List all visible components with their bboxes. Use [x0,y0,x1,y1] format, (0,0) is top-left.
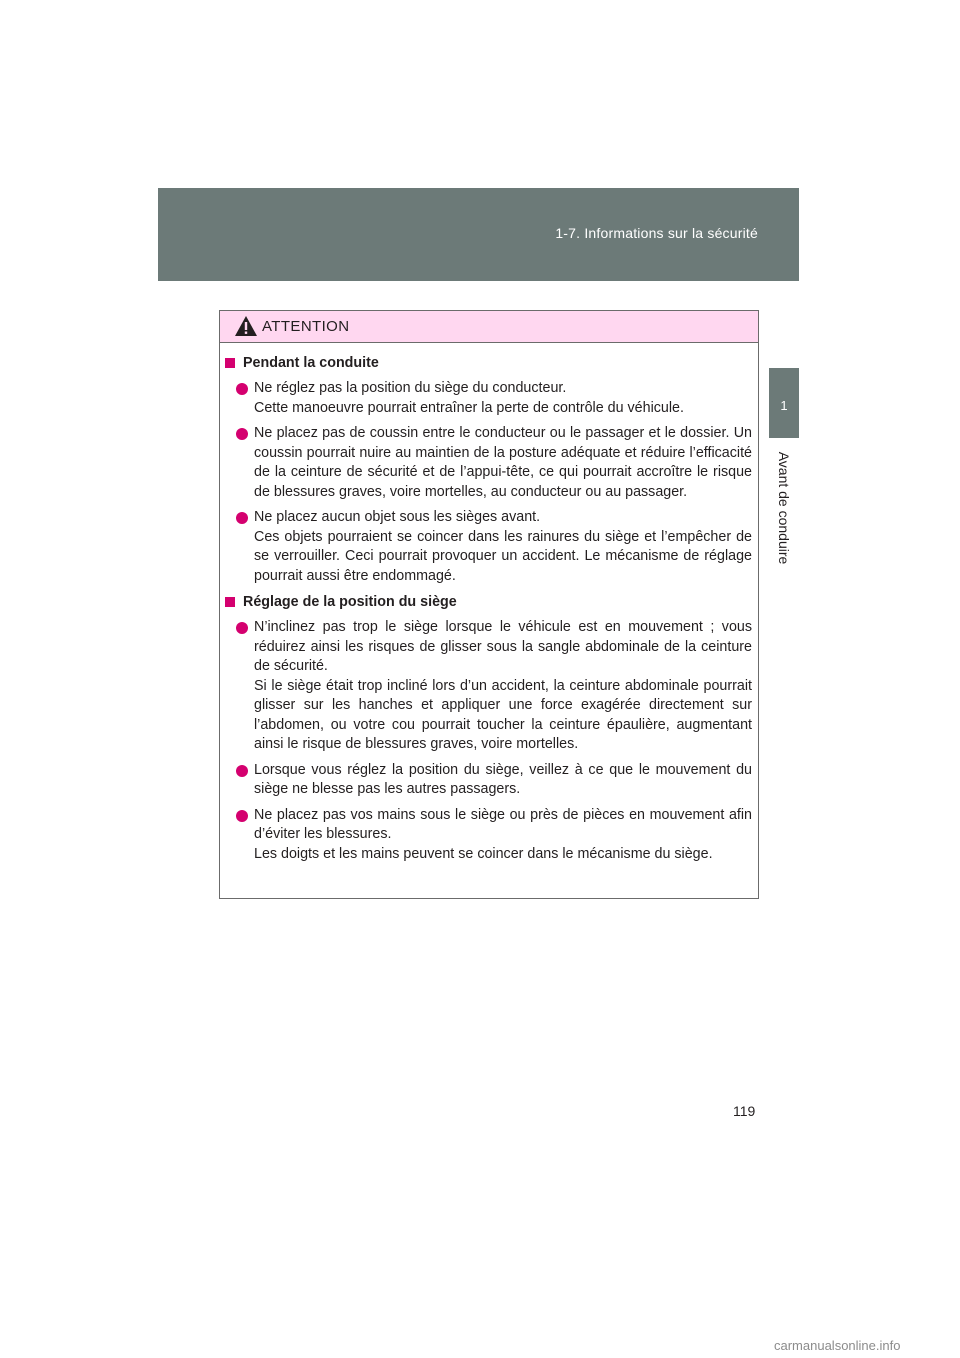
item-paragraph: Ne réglez pas la position du siège du conducteur. [254,380,567,396]
warning-box [219,310,759,899]
item-paragraph: Ne placez aucun objet sous les sièges avant. [254,509,541,525]
warning-title: ATTENTION [262,318,350,335]
item-paragraph: Ne placez pas vos mains sous le siège ou près de pièces en mouvement afin d’éviter les blessures. [254,806,752,842]
list-item [225,761,752,800]
item-paragraph: Ces objets pourraient se coincer dans les rainures du siège et l’empêcher de se verrouiller. Ceci pourrait provoquer un accident. Le mécanisme de réglage pourrait aussi être endommagé. [254,528,752,584]
header-band [158,188,799,281]
chapter-tab [769,368,799,438]
square-bullet-icon [225,358,235,368]
section-heading-text: Pendant la conduite [243,355,379,371]
warning-header [220,311,758,343]
round-bullet-icon [236,810,248,822]
warning-triangle-icon [234,315,258,337]
round-bullet-icon [236,383,248,395]
item-paragraph: Ne placez pas de coussin entre le conducteur ou le passager et le dossier. Un coussin pourrait nuire au maintien de la posture adéquate et réduire l’efficacité de la ceinture de sécurité et de l’appui-tête, ce qui pourrait accroître le risque de blessures graves, voire mortelles, au conducteur ou au passager. [254,425,752,500]
list-item [225,806,752,865]
section-heading-text: Réglage de la position du siège [243,594,457,610]
chapter-label: Avant de conduire [776,451,792,565]
item-paragraph: N’inclinez pas trop le siège lorsque le véhicule est en mouvement ; vous réduirez ainsi les risques de glisser sous la sangle abdominale de la ceinture de sécurité. [254,619,752,674]
section-heading [225,592,752,612]
list-item [225,618,752,755]
item-paragraph: Si le siège était trop incliné lors d’un accident, la ceinture abdominale pourrait glisser sur les hanches et appliquer une force exagérée directement sur l’abdomen, ou votre cou pourrait toucher la ceinture épaulière, augmentant ainsi le risque de blessures graves, voire mortelles. [254,677,752,752]
section-heading [225,353,752,373]
page-number: 119 [733,1103,756,1119]
watermark: carmanualsonline.info [774,1338,901,1353]
list-item [225,424,752,502]
section-title: 1-7. Informations sur la sécurité [555,225,758,241]
item-paragraph: Cette manoeuvre pourrait entraîner la perte de contrôle du véhicule. [254,399,684,416]
square-bullet-icon [225,597,235,607]
item-paragraph: Lorsque vous réglez la position du siège, veillez à ce que le mouvement du siège ne blesse pas les autres passagers. [254,761,752,797]
list-item [225,379,752,418]
chapter-number: 1 [780,398,788,413]
item-paragraph: Les doigts et les mains peuvent se coincer dans le mécanisme du siège. [254,845,713,862]
round-bullet-icon [236,765,248,777]
round-bullet-icon [236,428,248,440]
list-item [225,508,752,586]
round-bullet-icon [236,512,248,524]
warning-content [220,343,758,864]
round-bullet-icon [236,622,248,634]
